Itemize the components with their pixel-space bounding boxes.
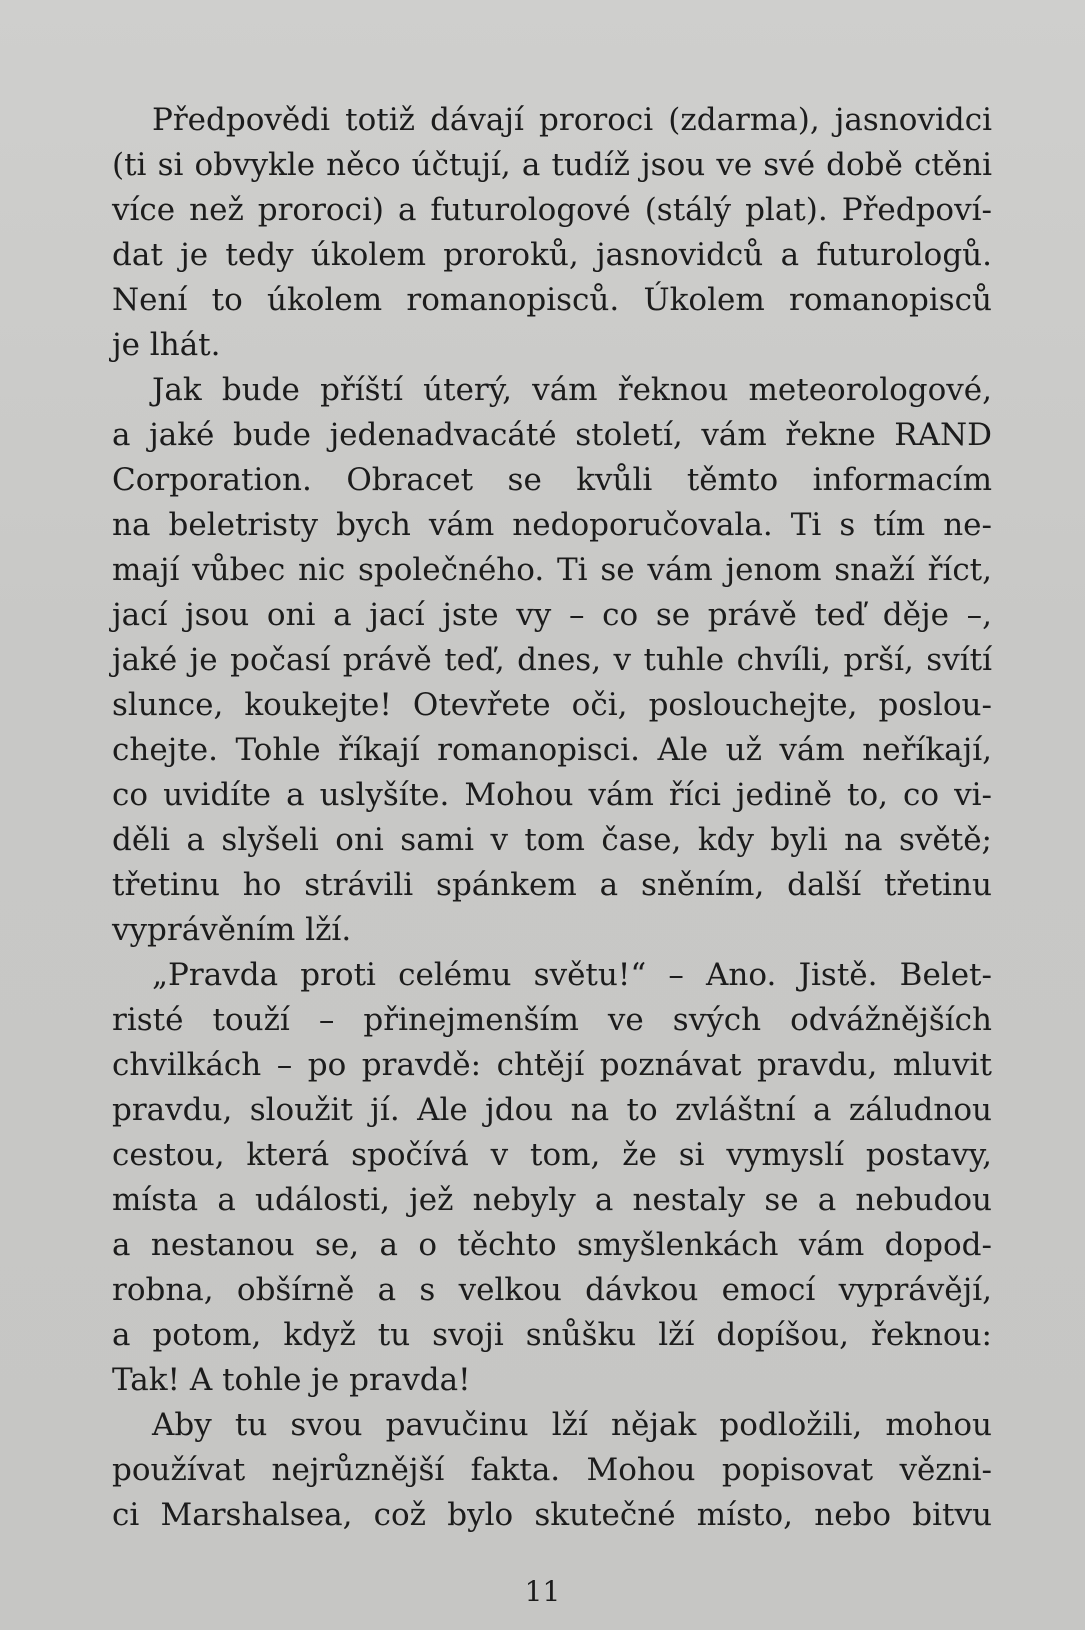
text-line: robna, obšírně a s velkou dávkou emocí vyprávějí, [112,1272,992,1308]
text-line: ci Marshalsea, což bylo skutečné místo, nebo bitvu [112,1497,992,1533]
text-line: Tak! A tohle je pravda! [112,1362,471,1398]
text-line: chejte. Tohle říkají romanopisci. Ale už vám neříkají, [112,732,992,768]
text-line: a nestanou se, a o těchto smyšlenkách vám dopod- [112,1227,992,1263]
text-line: slunce, koukejte! Otevřete oči, poslouchejte, poslou- [112,687,992,723]
text-line: jací jsou oni a jací jste vy – co se právě teď děje –, [112,597,992,633]
text-line: dat je tedy úkolem proroků, jasnovidců a futurologů. [112,237,992,273]
text-line: Jak bude příští úterý, vám řeknou meteorologové, [152,372,992,408]
text-line: (ti si obvykle něco účtují, a tudíž jsou ve své době ctěni [112,147,992,183]
body-text [112,98,992,1538]
text-line: cestou, která spočívá v tom, že si vymyslí postavy, [112,1137,992,1173]
text-line: na beletristy bych vám nedoporučovala. Ti s tím ne- [112,507,992,543]
text-line: Aby tu svou pavučinu lží nějak podložili, mohou [152,1407,992,1443]
page-number: 11 [524,1575,561,1608]
text-line: Není to úkolem romanopisců. Úkolem romanopisců [112,282,992,318]
text-line: je lhát. [112,327,221,363]
text-line: risté touží – přinejmenším ve svých odvážnějších [112,1002,992,1038]
text-line: místa a události, jež nebyly a nestaly se a nebudou [112,1182,992,1218]
text-line: Předpovědi totiž dávají proroci (zdarma), jasnovidci [152,102,992,138]
text-line: Corporation. Obracet se kvůli těmto informacím [112,462,992,498]
text-line: jaké je počasí právě teď, dnes, v tuhle chvíli, prší, svítí [112,642,992,678]
text-line: a potom, když tu svoji snůšku lží dopíšou, řeknou: [112,1317,992,1353]
text-line: mají vůbec nic společného. Ti se vám jenom snaží říct, [112,552,992,588]
paragraph [112,98,992,368]
text-line: děli a slyšeli oni sami v tom čase, kdy byli na světě; [112,822,992,858]
paragraph [112,368,992,953]
text-line: chvilkách – po pravdě: chtějí poznávat pravdu, mluvit [112,1047,992,1083]
text-line: používat nejrůznější fakta. Mohou popisovat vězni- [112,1452,992,1488]
paragraph [112,953,992,1403]
text-line: co uvidíte a uslyšíte. Mohou vám říci jedině to, co vi- [112,777,992,813]
text-line: vyprávěním lží. [112,912,352,948]
paragraph [112,1403,992,1538]
text-line: třetinu ho strávili spánkem a sněním, další třetinu [112,867,992,903]
text-line: více než proroci) a futurologové (stálý plat). Předpoví- [112,192,992,228]
text-line: a jaké bude jedenadvacáté století, vám řekne RAND [112,417,992,453]
text-line: pravdu, sloužit jí. Ale jdou na to zvláštní a záludnou [112,1092,992,1128]
text-line: „Pravda proti celému světu!“ – Ano. Jistě. Belet- [152,957,992,993]
